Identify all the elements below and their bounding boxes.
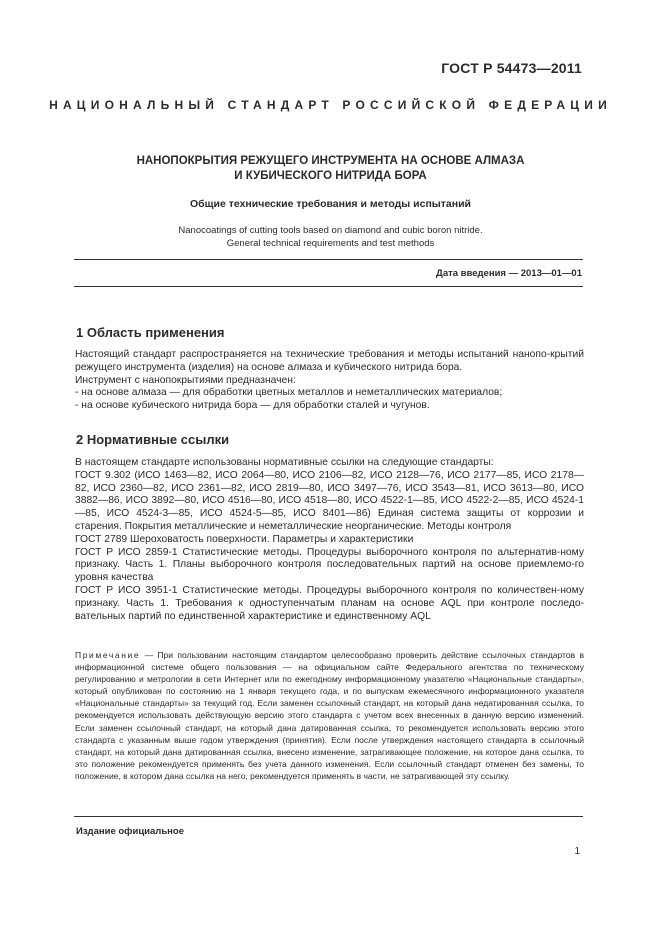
note [75,649,584,782]
title-divider [74,259,583,260]
note-label: Примечание [75,650,141,660]
english-title-line2: General technical requirements and test methods [226,238,435,249]
english-title-line1: Nanocoatings of cutting tools based on diamond and cubic boron nitride. [178,225,483,236]
section1-heading: 1 Область применения [76,325,225,340]
note-text: — При пользовании настоящим стандартом целесообразно проверить действие ссылочных стандартов в информационной системе общего пользования — на официальном сайте Федерального агентства по техническому регулированию и метрологии в сети Интернет или по ежегодному информационному указателю «Национальные стандарты», который опубликован по состоянию на 1 января текущего года, и по выпускам ежемесячного информационного указателя «Национальные стандарты» за текущий год. Если заменен ссылочный стандарт, на который дана недатированная ссылка, то рекомендуется использовать действующую версию этого стандарта с учетом всех внесенных в данную версию изменений. Если заменен ссылочный стандарт, на который дана датированная ссылка, то рекомендуется использовать версию этого стандарта с указанным выше годом утверждения (принятия). Если после утверждения настоящего стандарта в ссылочный стандарт, на который дана датированная ссылка, внесено изменение, затрагивающее положение, на которое дана ссылка, то это положение рекомендуется применять без учета данного изменения. Если ссылочный стандарт отменен без замены, то положение, в котором дана ссылка на него, рекомендуется применять в части, не затрагивающей эту ссылку. [75,650,584,781]
document-subtitle: Общие технические требования и методы испытаний [190,198,471,210]
section1-body [75,349,584,413]
reference-item: ГОСТ Р ИСО 2859-1 Статистические методы. Процедуры выборочного контроля по альтернатив-ному признаку. Часть 1. Планы выборочного контроля последовательных партий на основе приемлемо-го уровня качества [75,546,584,584]
document-title-line1: НАНОПОКРЫТИЯ РЕЖУЩЕГО ИНСТРУМЕНТА НА ОСНОВЕ АЛМАЗА [136,155,525,167]
reference-item: ГОСТ 9.302 (ИСО 1463—82, ИСО 2064—80, ИСО 2106—82, ИСО 2128—76, ИСО 2177—85, ИСО 2178—82, ИСО 2360—82, ИСО 2361—82, ИСО 2819—80, ИСО 3497—76, ИСО 3543—81, ИСО 3613—80, ИСО 3882—86, ИСО 3892—80, ИСО 4516—80, ИСО 4518—80, ИСО 4522-1—85, ИСО 4522-2—85, ИСО 4524-1—85, ИСО 4524-3—85, ИСО 4524-5—85, ИСО 8401—86) Единая система защиты от коррозии и старения. Покрытия металлические и неметаллические неорганические. Методы контроля [75,469,584,532]
date-introduced: Дата введения — 2013—01—01 [436,268,582,279]
section1-list-item: - на основе кубического нитрида бора — для обработки сталей и чугунов. [75,400,430,412]
section2-body [75,457,584,623]
reference-item: ГОСТ Р ИСО 3951-1 Статистические методы. Процедуры выборочного контроля по количествен-ному признаку. Часть 1. Требования к одноступенчатым планам на основе AQL при контроле последо-вательных партий по единственной характеристике и единственному AQL [75,584,584,622]
edition-label: Издание официальное [76,826,184,837]
english-title [0,224,661,250]
page-number: 1 [574,846,580,857]
document-title-line2: И КУБИЧЕСКОГО НИТРИДА БОРА [234,170,427,182]
section1-list-item: - на основе алмаза — для обработки цветных металлов и неметаллических материалов; [75,387,503,399]
section2-paragraph: В настоящем стандарте использованы нормативные ссылки на следующие стандарты: [75,457,494,468]
standard-number: ГОСТ Р 54473—2011 [441,60,582,76]
national-standard-title: НАЦИОНАЛЬНЫЙ СТАНДАРТ РОССИЙСКОЙ ФЕДЕРАЦИИ [49,98,612,112]
document-title [0,154,661,184]
reference-item: ГОСТ 2789 Шероховатость поверхности. Параметры и характеристики [75,533,414,545]
section1-paragraph: Настоящий стандарт распространяется на технические требования и методы испытаний нанопо-крытий режущего инструмента (изделия) на основе алмаза и кубического нитрида бора. [75,349,584,373]
date-divider [74,286,583,287]
section2-heading: 2 Нормативные ссылки [76,432,230,447]
section1-paragraph: Инструмент с нанопокрытиями предназначен: [75,374,296,386]
footer-divider [74,816,583,817]
